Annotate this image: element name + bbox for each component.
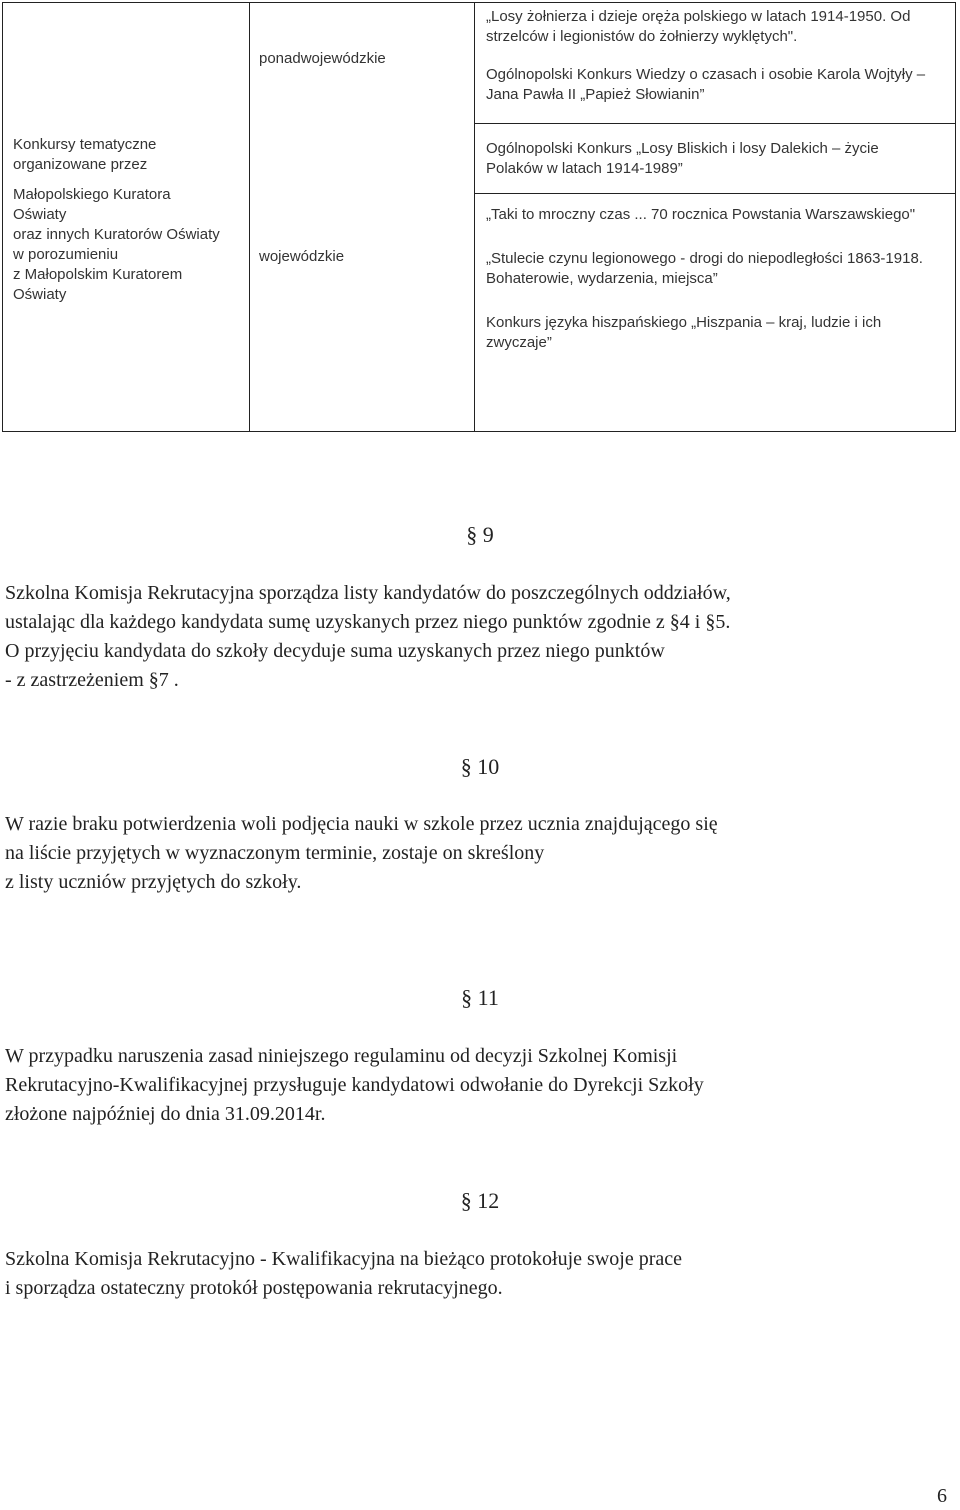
competition-line: „Losy żołnierza i dzieje oręża polskiego w latach 1914-1950. Od: [486, 8, 911, 25]
table-divider-col1: [249, 3, 250, 431]
section-10-text: [5, 810, 952, 897]
competition-line: Jana Pawła II „Papież Słowianin”: [486, 86, 705, 103]
competitions-table: [2, 2, 956, 432]
page-number: 6: [937, 1485, 947, 1507]
paragraph-line: W razie braku potwierdzenia woli podjęcia nauki w szkole przez ucznia znajdującego się: [5, 813, 718, 835]
competition-line: strzelców i legionistów do żołnierzy wyklętych".: [486, 28, 798, 45]
paragraph-line: złożone najpóźniej do dnia 31.09.2014r.: [5, 1103, 326, 1125]
section-12-heading: § 12: [460, 1188, 500, 1213]
paragraph-line: i sporządza ostateczny protokół postępowania rekrutacyjnego.: [5, 1277, 503, 1299]
paragraph-line: na liście przyjętych w wyznaczonym terminie, zostaje on skreślony: [5, 842, 545, 864]
paragraph-line: Szkolna Komisja Rekrutacyjno - Kwalifikacyjna na bieżąco protokołuje swoje prace: [5, 1248, 682, 1270]
organizer-line: Konkursy tematyczne: [13, 136, 157, 153]
competition-line: „Taki to mroczny czas ... 70 rocznica Powstania Warszawskiego": [486, 206, 916, 223]
paragraph-line: Szkolna Komisja Rekrutacyjna sporządza listy kandydatów do poszczególnych oddziałów,: [5, 582, 731, 604]
table-divider-row2: [474, 193, 955, 194]
organizer-line: Małopolskiego Kuratora: [13, 186, 171, 203]
competition-line: Bohaterowie, wydarzenia, miejsca”: [486, 270, 718, 287]
competition-list-regional: [486, 205, 946, 353]
level-regional: wojewódzkie: [259, 248, 345, 265]
section-9-heading: § 9: [466, 522, 494, 547]
competition-line: Ogólnopolski Konkurs „Losy Bliskich i losy Dalekich – życie: [486, 140, 879, 157]
organizer-line: Oświaty: [13, 286, 67, 303]
section-12-text: [5, 1245, 952, 1303]
section-9-text: [5, 579, 952, 695]
organizer-line: z Małopolskim Kuratorem: [13, 266, 183, 283]
organizer-cell: [13, 135, 238, 305]
competition-line: „Stulecie czynu legionowego - drogi do niepodległości 1863-1918.: [486, 250, 923, 267]
paragraph-line: z listy uczniów przyjętych do szkoły.: [5, 871, 302, 893]
competition-line: Ogólnopolski Konkurs Wiedzy o czasach i osobie Karola Wojtyły –: [486, 66, 926, 83]
organizer-line: w porozumieniu: [13, 246, 119, 263]
competition-line: Konkurs języka hiszpańskiego „Hiszpania – kraj, ludzie i ich: [486, 314, 882, 331]
competition-list-supraregional: [486, 7, 946, 105]
level-supraregional: ponadwojewódzkie: [259, 50, 386, 67]
organizer-line: oraz innych Kuratorów Oświaty: [13, 226, 220, 243]
organizer-line: Oświaty: [13, 206, 67, 223]
section-11-heading: § 11: [461, 985, 499, 1010]
paragraph-line: - z zastrzeżeniem §7 .: [5, 669, 179, 691]
section-10-heading: § 10: [460, 754, 500, 779]
paragraph-line: ustalając dla każdego kandydata sumę uzyskanych przez niego punktów zgodnie z §4 i §5.: [5, 611, 731, 633]
paragraph-line: Rekrutacyjno-Kwalifikacyjnej przysługuje kandydatowi odwołanie do Dyrekcji Szkoły: [5, 1074, 704, 1096]
paragraph-line: O przyjęciu kandydata do szkoły decyduje suma uzyskanych przez niego punktów: [5, 640, 665, 662]
section-11-text: [5, 1042, 952, 1129]
competition-line: zwyczaje”: [486, 334, 552, 351]
table-divider-col2: [474, 3, 475, 431]
organizer-line: organizowane przez: [13, 156, 148, 173]
paragraph-line: W przypadku naruszenia zasad niniejszego regulaminu od decyzji Szkolnej Komisji: [5, 1045, 678, 1067]
competition-line: Polaków w latach 1914-1989”: [486, 160, 683, 177]
table-divider-row1: [474, 123, 955, 124]
competition-list-nationwide: [486, 139, 946, 179]
